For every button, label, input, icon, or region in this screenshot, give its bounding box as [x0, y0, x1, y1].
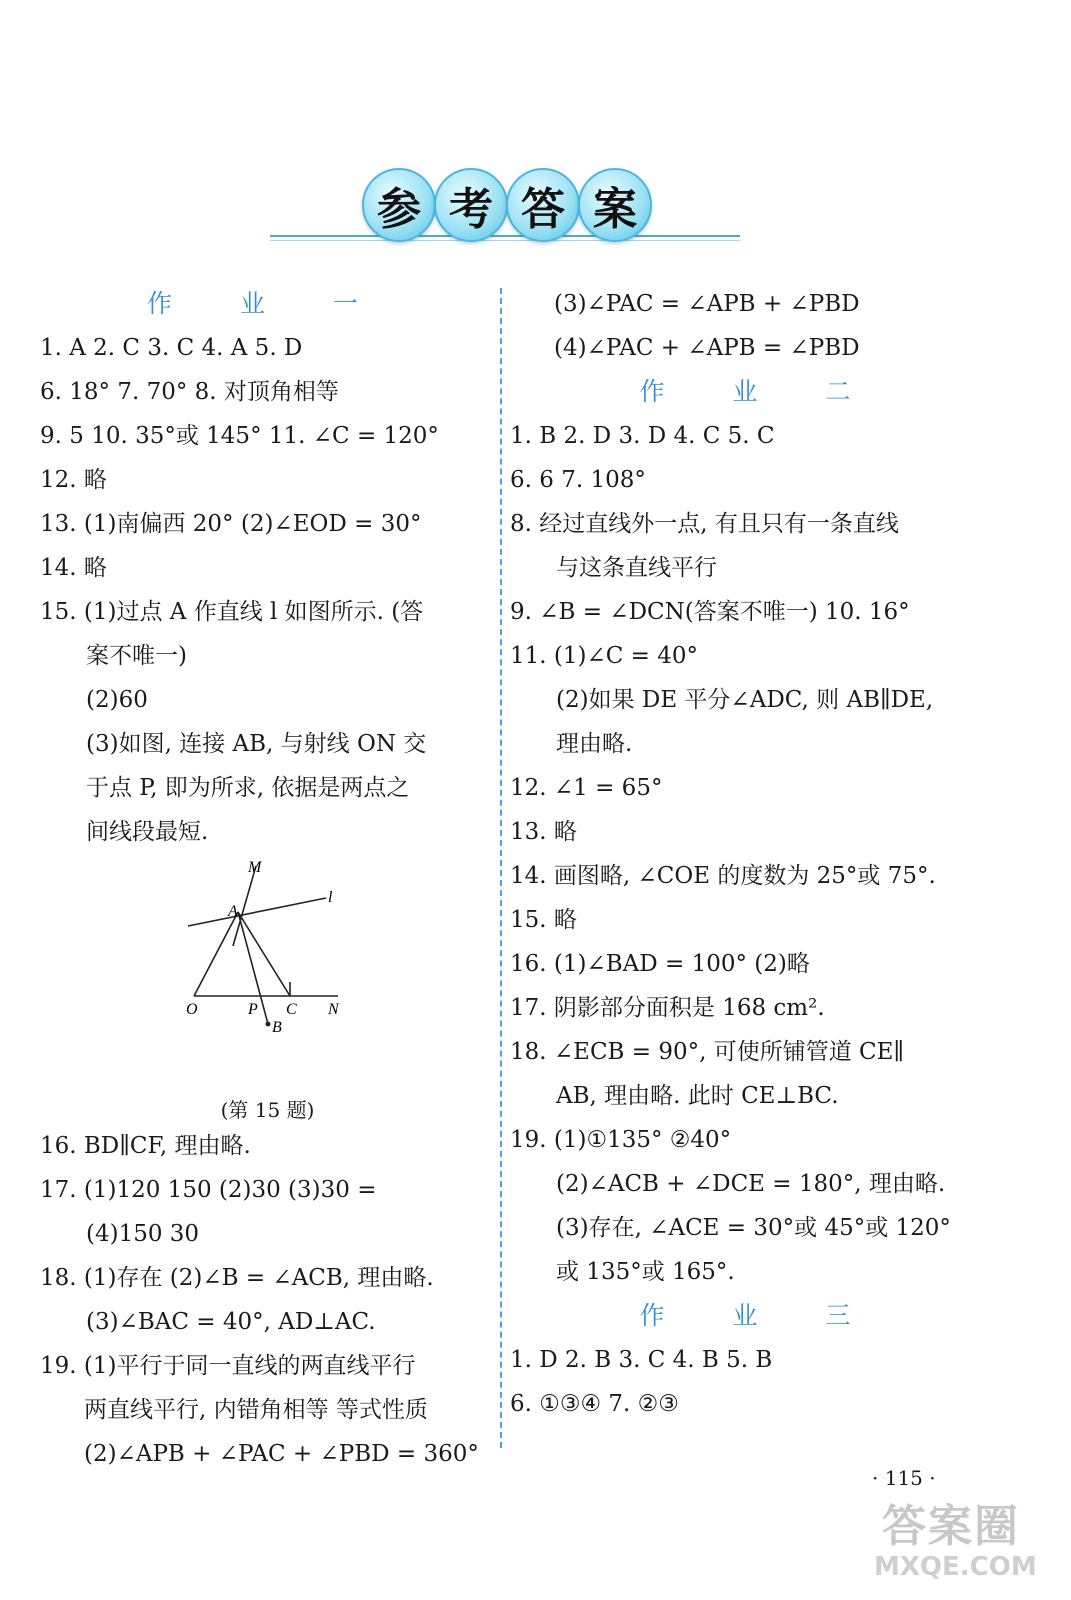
answer-line: 1. B 2. D 3. D 4. C 5. C — [510, 423, 775, 449]
answer-line: 6. ①③④ 7. ②③ — [510, 1391, 679, 1417]
answer-line: 6. 18° 7. 70° 8. 对顶角相等 — [40, 379, 339, 405]
answer-line: 两直线平行, 内错角相等 等式性质 — [84, 1397, 428, 1423]
left-column — [40, 282, 495, 1476]
point-b — [266, 1022, 271, 1027]
answer-line: 19. (1)①135° ②40° — [510, 1127, 732, 1153]
watermark-logo — [872, 1490, 1047, 1590]
line-ao — [194, 912, 238, 996]
answer-line: 间线段最短. — [86, 819, 209, 845]
page-title — [362, 168, 650, 242]
answer-line: 11. (1)∠C = 40° — [510, 643, 698, 669]
geometry-figure — [40, 854, 495, 1112]
label-b: B — [272, 1019, 282, 1036]
answer-line: 19. (1)平行于同一直线的两直线平行 — [40, 1353, 416, 1379]
label-a: A — [228, 903, 238, 920]
answer-line: 12. 略 — [40, 467, 107, 493]
answer-line: 14. 略 — [40, 555, 107, 581]
answer-line: 6. 6 7. 108° — [510, 467, 646, 493]
answer-line: 8. 经过直线外一点, 有且只有一条直线 — [510, 511, 899, 537]
answer-line: 1. A 2. C 3. C 4. A 5. D — [40, 335, 303, 361]
answer-line: 17. (1)120 150 (2)30 (3)30 = — [40, 1177, 377, 1203]
section-heading-3: 作 业 三 — [639, 1301, 881, 1330]
answer-line: (2)∠APB + ∠PAC + ∠PBD = 360° — [84, 1441, 479, 1467]
column-divider — [500, 288, 502, 1448]
label-n: N — [328, 1001, 339, 1018]
answer-line: 案不唯一) — [86, 643, 187, 669]
segment-ac — [238, 912, 290, 996]
answer-line: 13. (1)南偏西 20° (2)∠EOD = 30° — [40, 511, 422, 537]
section-heading-1: 作 业 一 — [147, 289, 388, 318]
title-banner — [270, 168, 740, 263]
label-m: M — [248, 859, 262, 876]
answer-line: 16. (1)∠BAD = 100° (2)略 — [510, 951, 810, 977]
answer-line: 与这条直线平行 — [556, 555, 717, 581]
answer-line: 18. ∠ECB = 90°, 可使所铺管道 CE∥ — [510, 1039, 905, 1065]
answer-line: (3)∠PAC = ∠APB + ∠PBD — [554, 291, 860, 317]
answer-line: 12. ∠1 = 65° — [510, 775, 663, 801]
answer-line: 于点 P, 即为所求, 依据是两点之 — [86, 775, 410, 801]
answer-line: (2)如果 DE 平分∠ADC, 则 AB∥DE, — [556, 687, 934, 713]
answer-line: 15. 略 — [510, 907, 577, 933]
answer-line: 13. 略 — [510, 819, 577, 845]
title-char: 答 — [506, 168, 580, 242]
answer-line: 9. 5 10. 35°或 145° 11. ∠C = 120° — [40, 423, 439, 449]
answer-line: 理由略. — [556, 731, 633, 757]
answer-line: 9. ∠B = ∠DCN(答案不唯一) 10. 16° — [510, 599, 910, 625]
answer-line: 或 135°或 165°. — [556, 1259, 735, 1285]
answer-line: (3)∠BAC = 40°, AD⊥AC. — [86, 1309, 376, 1335]
label-p: P — [248, 1001, 258, 1018]
title-char: 参 — [362, 168, 436, 242]
page-number: · 115 · — [872, 1466, 936, 1490]
label-c: C — [286, 1001, 297, 1018]
title-char: 考 — [434, 168, 508, 242]
watermark-url: MXQE.COM — [874, 1552, 1037, 1582]
right-column — [510, 282, 1010, 1426]
watermark-text: 答案圈 — [882, 1501, 1020, 1552]
title-char: 案 — [578, 168, 652, 242]
answer-line: (3)存在, ∠ACE = 30°或 45°或 120° — [556, 1215, 951, 1241]
answer-line: 18. (1)存在 (2)∠B = ∠ACB, 理由略. — [40, 1265, 434, 1291]
answer-line: 16. BD∥CF, 理由略. — [40, 1133, 251, 1159]
answer-line: 14. 画图略, ∠COE 的度数为 25°或 75°. — [510, 863, 936, 889]
answer-line: 15. (1)过点 A 作直线 l 如图所示. (答 — [40, 599, 424, 625]
line-l — [188, 898, 326, 926]
answer-line: 17. 阴影部分面积是 168 cm². — [510, 995, 825, 1021]
answer-line: 1. D 2. B 3. C 4. B 5. B — [510, 1347, 773, 1373]
section-heading-2: 作 业 二 — [639, 377, 881, 406]
label-o: O — [186, 1001, 198, 1018]
figure-svg — [178, 854, 378, 1094]
answer-line: (3)如图, 连接 AB, 与射线 ON 交 — [86, 731, 427, 757]
answer-line: AB, 理由略. 此时 CE⊥BC. — [556, 1083, 839, 1109]
answer-line: (2)60 — [86, 687, 148, 713]
label-l: l — [328, 889, 333, 906]
answer-line: (2)∠ACB + ∠DCE = 180°, 理由略. — [556, 1171, 946, 1197]
figure-caption: (第 15 题) — [220, 1098, 315, 1122]
answer-line: (4)∠PAC + ∠APB = ∠PBD — [554, 335, 860, 361]
answer-line: (4)150 30 — [86, 1221, 200, 1247]
